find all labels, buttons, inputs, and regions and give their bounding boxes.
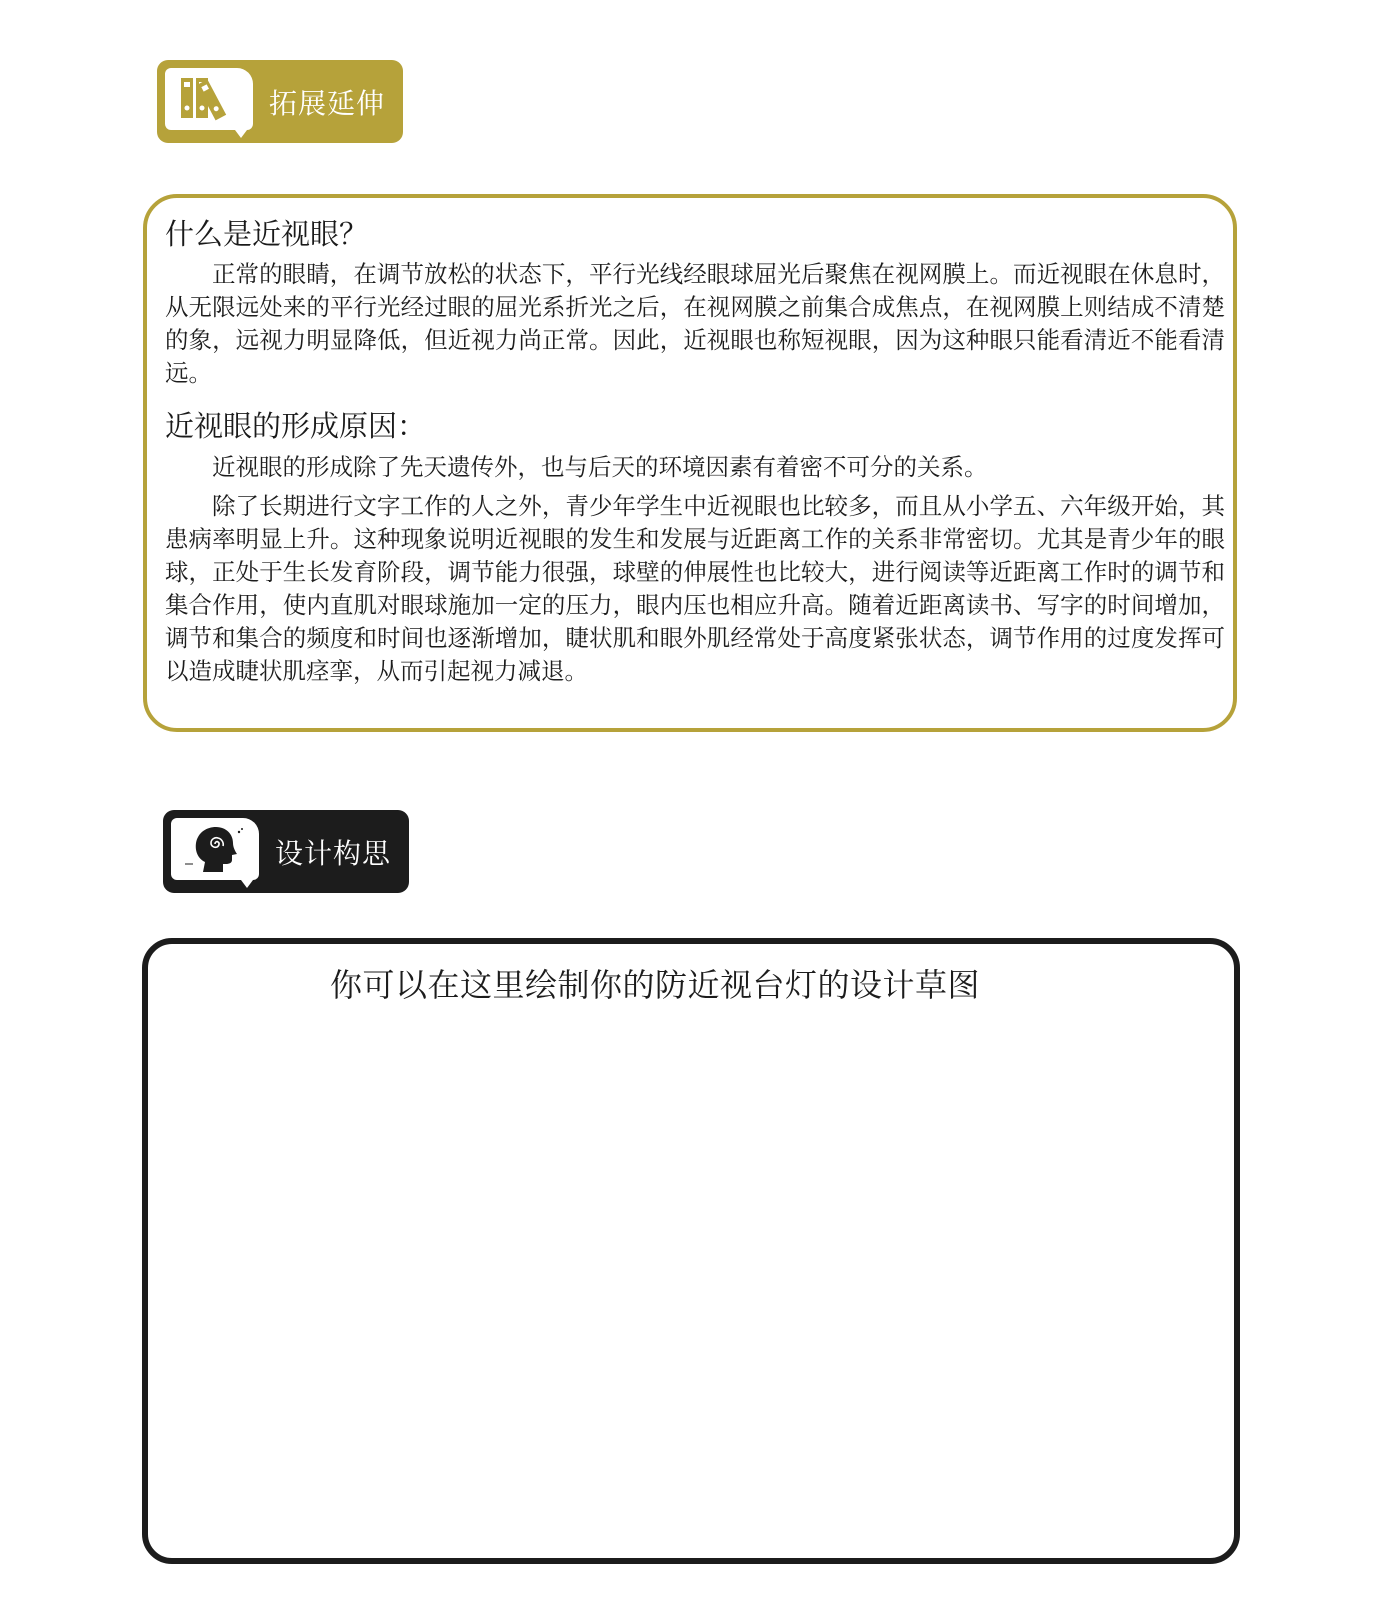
myopia-causes-heading: 近视眼的形成原因： (165, 409, 427, 444)
thinking-head-icon (171, 818, 259, 880)
sketch-drawing-area[interactable] (142, 938, 1240, 1564)
what-is-myopia-paragraph: 正常的眼睛，在调节放松的状态下，平行光线经眼球屈光后聚焦在视网膜上。而近视眼在休息时，从无限远处来的平行光经过眼的屈光系折光之后，在视网膜之前集合成焦点，在视网膜上则结成不清楚的象，远视力明显降低，但近视力尚正常。因此，近视眼也称短视眼，因为这种眼只能看清近不能看清远。 (165, 260, 1225, 388)
myopia-causes-paragraph: 除了长期进行文字工作的人之外，青少年学生中近视眼也比较多，而且从小学五、六年级开始，其患病率明显上升。这种现象说明近视眼的发生和发展与近距离工作的关系非常密切。尤其是青少年的眼球，正处于生长发育阶段，调节能力很强，球壁的伸展性也比较大，进行阅读等近距离工作时的调节和集合作用，使内直肌对眼球施加一定的压力，眼内压也相应升高。随着近距离读书、写字的时间增加，调节和集合的频度和时间也逐渐增加，睫状肌和眼外肌经常处于高度紧张状态，调节作用的过度发挥可以造成睫状肌痉挛，从而引起视力减退。 (165, 491, 1225, 685)
extension-section-badge (157, 60, 403, 143)
extension-badge-label: 拓展延伸 (269, 87, 386, 120)
myopia-info-panel (143, 194, 1237, 732)
design-section-badge (163, 810, 409, 893)
binders-icon (165, 68, 253, 130)
design-badge-label: 设计构思 (275, 837, 392, 870)
sketch-prompt-text: 你可以在这里绘制你的防近视台灯的设计草图 (330, 966, 981, 1004)
what-is-myopia-heading: 什么是近视眼？ (165, 217, 369, 251)
myopia-causes-intro: 近视眼的形成除了先天遗传外，也与后天的环境因素有着密不可分的关系。 (212, 452, 988, 481)
